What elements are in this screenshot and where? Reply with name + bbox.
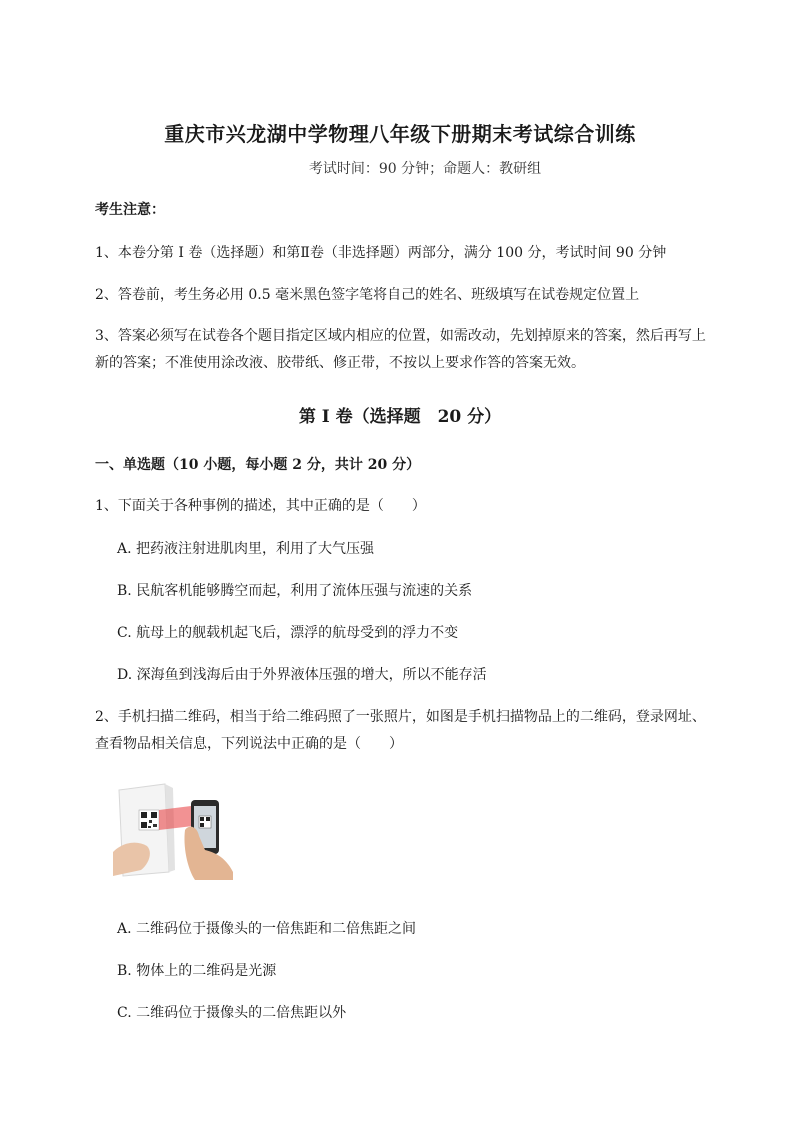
page-title: 重庆市兴龙湖中学物理八年级下册期末考试综合训练 bbox=[164, 122, 636, 146]
notice-heading: 考生注意： bbox=[95, 202, 165, 218]
question-1-option-c: C. 航母上的舰载机起飞后，漂浮的航母受到的浮力不变 bbox=[117, 625, 459, 641]
notice-item-2: 2、答卷前，考生务必用 0.5 毫米黑色签字笔将自己的姓名、班级填写在试卷规定位置上 bbox=[95, 287, 640, 303]
question-2-option-a: A. 二维码位于摄像头的一倍焦距和二倍焦距之间 bbox=[117, 921, 417, 937]
phone-scanning-qr-code-image bbox=[113, 780, 235, 880]
exam-info: 考试时间：90 分钟；命题人：教研组 bbox=[308, 161, 542, 177]
question-1-option-b: B. 民航客机能够腾空而起，利用了流体压强与流速的关系 bbox=[117, 583, 473, 599]
question-2-stem: 2、手机扫描二维码，相当于给二维码照了一张照片，如图是手机扫描物品上的二维码，登录网址、查看物品相关信息，下列说法中正确的是（ ） bbox=[95, 709, 706, 752]
notice-item-3: 3、答案必须写在试卷各个题目指定区域内相应的位置，如需改动，先划掉原来的答案，然后再写上新的答案；不准使用涂改液、胶带纸、修正带，不按以上要求作答的答案无效。 bbox=[95, 328, 706, 371]
notice-item-1: 1、本卷分第 I 卷（选择题）和第Ⅱ卷（非选择题）两部分，满分 100 分，考试时间 90 分钟 bbox=[95, 245, 667, 261]
question-2-option-b: B. 物体上的二维码是光源 bbox=[117, 963, 277, 979]
question-1-option-d: D. 深海鱼到浅海后由于外界液体压强的增大，所以不能存活 bbox=[117, 667, 487, 683]
part-heading: 一、单选题（10 小题，每小题 2 分，共计 20 分） bbox=[95, 457, 421, 473]
question-2-option-c: C. 二维码位于摄像头的二倍焦距以外 bbox=[117, 1005, 347, 1021]
question-1-option-a: A. 把药液注射进肌肉里，利用了大气压强 bbox=[117, 541, 375, 557]
section-title: 第 I 卷（选择题 20 分） bbox=[298, 407, 502, 427]
question-1-stem: 1、下面关于各种事例的描述，其中正确的是（ ） bbox=[95, 498, 426, 514]
